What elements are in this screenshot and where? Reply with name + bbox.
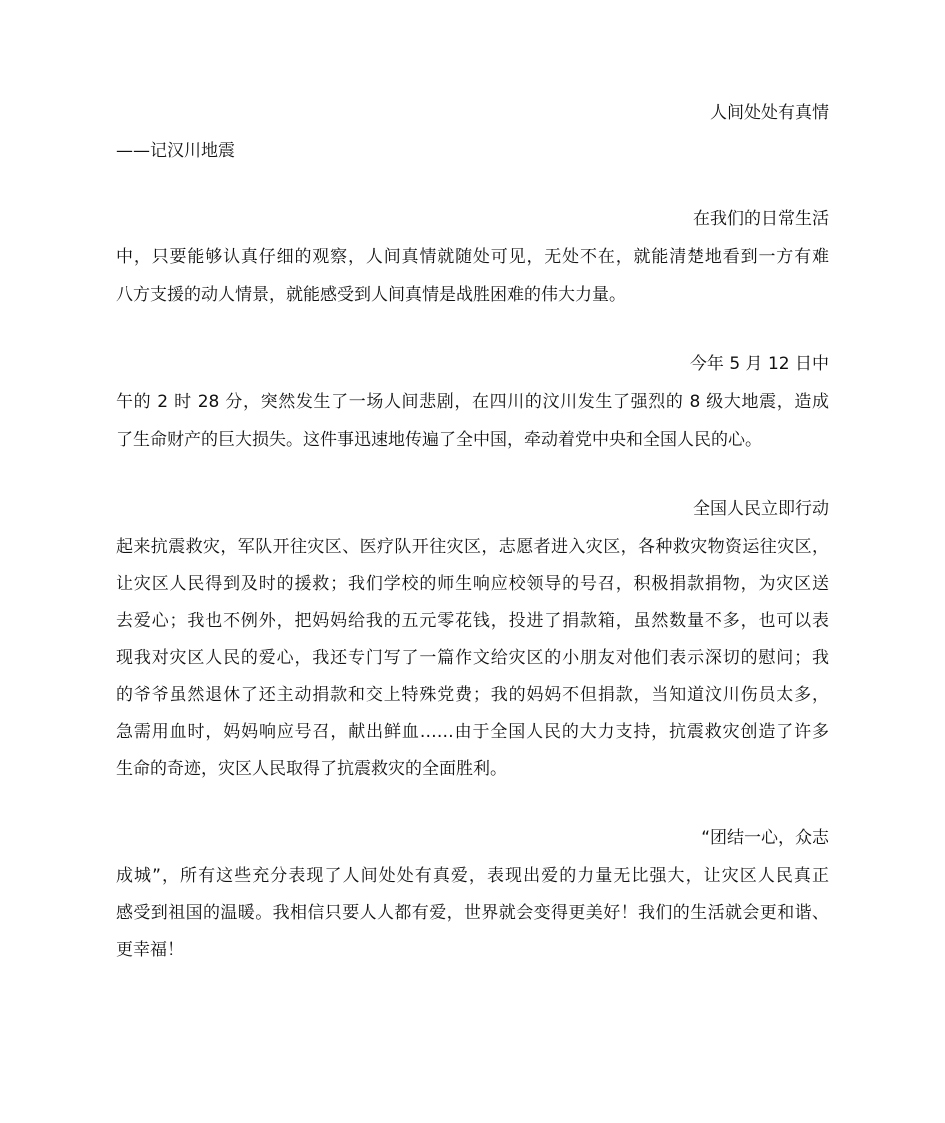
paragraph-1-lead: 在我们的日常生活 <box>693 209 829 229</box>
document-subtitle: ——记汉川地震 <box>116 141 235 161</box>
paragraph-3-line: 急需用血时，妈妈响应号召，献出鲜血……由于全国人民的大力支持，抗震救灾创造了许多 <box>116 722 829 742</box>
paragraph-4-line: 更幸福！ <box>116 940 184 960</box>
paragraph-3-line: 去爱心；我也不例外，把妈妈给我的五元零花钱，投进了捐款箱，虽然数量不多，也可以表 <box>116 611 829 631</box>
paragraph-2-line: 午的 2 时 28 分，突然发生了一场人间悲剧，在四川的汶川发生了强烈的 8 级大地震，造成 <box>116 392 829 412</box>
paragraph-4-line: 感受到祖国的温暖。我相信只要人人都有爱，世界就会变得更美好！我们的生活就会更和谐、 <box>116 903 829 923</box>
paragraph-2-lead: 今年 5 月 12 日中 <box>689 354 829 374</box>
paragraph-3-lead: 全国人民立即行动 <box>693 499 829 519</box>
paragraph-3-line: 让灾区人民得到及时的援救；我们学校的师生响应校领导的号召，积极捐款捐物，为灾区送 <box>116 574 829 594</box>
paragraph-4-line: 成城”，所有这些充分表现了人间处处有真爱，表现出爱的力量无比强大，让灾区人民真正 <box>116 866 829 886</box>
document-title: 人间处处有真情 <box>710 103 829 123</box>
paragraph-3-line: 的爷爷虽然退休了还主动捐款和交上特殊党费；我的妈妈不但捐款，当知道汶川伤员太多， <box>116 685 829 705</box>
paragraph-3-line: 生命的奇迹，灾区人民取得了抗震救灾的全面胜利。 <box>116 759 507 779</box>
paragraph-1-line: 八方支援的动人情景，就能感受到人间真情是战胜困难的伟大力量。 <box>116 285 626 305</box>
paragraph-4-lead: “团结一心，众志 <box>701 828 829 848</box>
paragraph-3-line: 现我对灾区人民的爱心，我还专门写了一篇作文给灾区的小朋友对他们表示深切的慰问；我 <box>116 648 829 668</box>
paragraph-1-line: 中，只要能够认真仔细的观察，人间真情就随处可见，无处不在，就能清楚地看到一方有难 <box>116 247 829 267</box>
paragraph-3-line: 起来抗震救灾，军队开往灾区、医疗队开往灾区，志愿者进入灾区，各种救灾物资运往灾区， <box>116 537 829 557</box>
paragraph-2-line: 了生命财产的巨大损失。这件事迅速地传遍了全中国，牵动着党中央和全国人民的心。 <box>116 430 762 450</box>
